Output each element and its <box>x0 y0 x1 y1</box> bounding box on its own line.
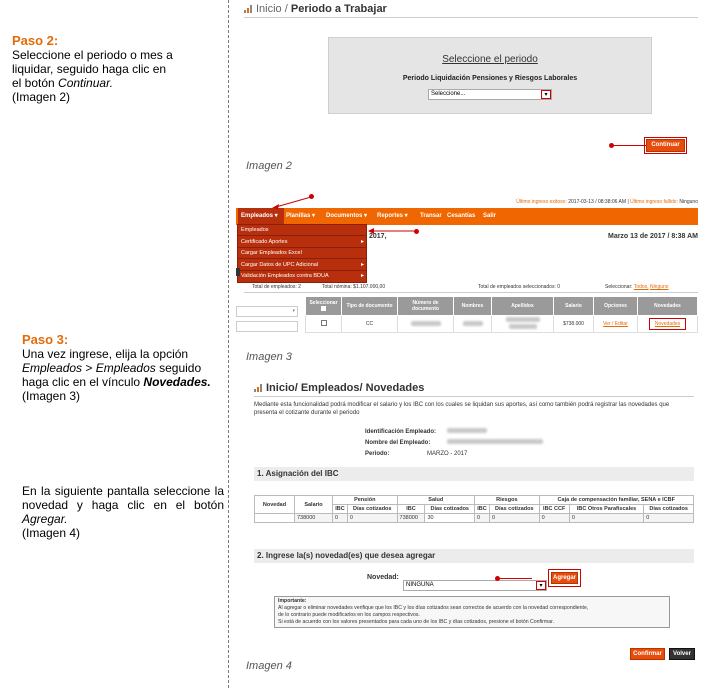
stat-total-nomina: Total nómina: $1.107.000,00 <box>322 284 386 290</box>
row-numero-blurred <box>398 316 454 333</box>
left-filter-input-2[interactable] <box>236 321 298 332</box>
th-salario-ibc: Salario <box>295 496 333 514</box>
cell-ibc-otros[interactable]: 0 <box>569 514 643 523</box>
select-none-link[interactable]: Ninguno <box>649 284 669 290</box>
period-select-value: Seleccione... <box>431 91 466 97</box>
row-checkbox-cell <box>306 316 342 333</box>
step-2-line3-prefix: el botón <box>12 76 59 90</box>
th-seleccionar-label: Seleccionar <box>309 299 338 306</box>
last-login-bar <box>480 199 698 205</box>
cell-novedad <box>255 514 295 523</box>
img4-arrow-dot <box>495 576 500 581</box>
step-2-line3 <box>12 76 212 90</box>
cell-riesgos-dias[interactable]: 0 <box>489 514 539 523</box>
period-box <box>328 37 652 114</box>
nav-reportes-label: Reportes <box>377 213 404 219</box>
login-separator: | <box>627 199 629 205</box>
chevron-right-icon: ▸ <box>360 239 364 245</box>
img4-breadcrumb-text: Inicio/ Empleados/ Novedades <box>266 382 425 394</box>
step-3-gt: > <box>82 361 96 375</box>
stat-total-empleados: Total de empleados: 2 <box>252 284 301 290</box>
th-caja: Caja de compensación familiar, SENA e ICBF <box>539 496 693 505</box>
step-3-novedades: Novedades. <box>143 375 211 389</box>
th-novedades: Novedades <box>638 297 698 316</box>
bars-icon <box>254 384 263 392</box>
step-4-ref: (Imagen 4) <box>22 526 81 540</box>
step-4-line2: novedad y haga clic en el botón <box>22 498 224 512</box>
step-3-line3-prefix: haga clic en el vínculo <box>22 375 144 389</box>
select-links <box>605 284 669 290</box>
novedad-label: Novedad: <box>367 574 399 581</box>
step-3-ref: (Imagen 3) <box>22 389 81 403</box>
info-id-label: Identificación Empleado: <box>365 429 437 435</box>
img2-breadcrumb-home[interactable]: Inicio / <box>256 3 288 15</box>
info-name-label: Nombre del Empleado: <box>365 440 431 446</box>
nav-salir[interactable]: Salir <box>483 213 497 219</box>
dropdown-item-cargar-excel[interactable]: Cargar Empleados Excel <box>238 248 366 259</box>
th-seleccionar <box>306 297 342 316</box>
img3-arrow-line <box>270 195 315 211</box>
nav-reportes[interactable]: Reportes ▾ <box>377 213 408 219</box>
important-line2: de lo contrario puede modificarlos en los campos respectivos. <box>278 612 420 618</box>
step-3-line3 <box>22 375 222 389</box>
img3-arrow-dot-mid <box>414 229 419 234</box>
th-pension-ibc: IBC <box>333 505 348 514</box>
continue-button[interactable]: Continuar <box>646 139 685 152</box>
table-row <box>255 514 694 523</box>
period-select[interactable] <box>428 89 552 100</box>
img2-arrow-line <box>612 145 646 146</box>
th-riesgos-ibc: IBC <box>475 505 490 514</box>
employee-info <box>365 427 615 460</box>
th-pension: Pensión <box>333 496 398 505</box>
step-2-line2: liquidar, seguido haga clic en <box>12 62 167 76</box>
img2-breadcrumb <box>244 3 387 15</box>
info-id-blurred <box>447 428 487 433</box>
info-period-label: Periodo: <box>365 451 390 457</box>
nav-planillas-label: Planillas <box>286 213 311 219</box>
info-period-value: MARZO - 2017 <box>427 451 468 457</box>
row-nombres-blurred <box>454 316 492 333</box>
step-3-empleados-b: Empleados <box>95 361 156 375</box>
select-all-link[interactable]: Todos, <box>633 284 649 290</box>
th-nombres: Nombres <box>454 297 492 316</box>
important-line3: Si está de acuerdo con los valores presentados para cada uno de los IBC y días cotizados, presione el botón Confirmar. <box>278 619 554 625</box>
chevron-down-icon[interactable]: ▾ <box>541 90 551 99</box>
step-3-line2 <box>22 361 222 375</box>
th-apellidos: Apellidos <box>492 297 554 316</box>
info-name-row <box>365 438 615 449</box>
cell-salud-dias[interactable]: 30 <box>425 514 475 523</box>
th-caja-dias: Días cotizados <box>644 505 694 514</box>
nav-documentos[interactable]: Documentos ▾ <box>326 213 368 219</box>
nav-transar[interactable]: Transar <box>420 213 442 219</box>
th-pension-dias: Días cotizados <box>347 505 397 514</box>
important-box <box>274 596 670 628</box>
ibc-group-header <box>255 496 694 505</box>
ibc-table <box>254 495 694 523</box>
th-salario: Salario <box>554 297 594 316</box>
employees-table <box>305 296 698 333</box>
row-novedades <box>638 316 698 333</box>
step-4-block <box>22 484 224 540</box>
stat-total-seleccionados: Total de empleados seleccionados: 0 <box>478 284 560 290</box>
table-row <box>306 316 698 333</box>
chevron-down-icon[interactable]: ▾ <box>536 581 546 590</box>
step-3-line1: Una vez ingrese, elija la opción <box>22 347 189 361</box>
row-checkbox[interactable] <box>321 320 327 326</box>
confirmar-button[interactable]: Confirmar <box>630 648 665 660</box>
dropdown-item-bdua[interactable]: Validación Empleados contra BDUA <box>241 273 329 279</box>
step-2-title: Paso 2: <box>12 33 59 48</box>
bars-icon <box>244 5 253 13</box>
th-tipo-doc: Tipo de documento <box>342 297 398 316</box>
dropdown-item-upc[interactable]: Cargar Datos de UPC Adicional <box>238 260 366 271</box>
checkbox-icon[interactable] <box>321 306 326 311</box>
th-salud-dias: Días cotizados <box>425 505 475 514</box>
nav-empleados-label: Empleados <box>241 213 274 219</box>
left-partial-box <box>236 268 240 276</box>
row-apellidos-blurred <box>492 316 554 333</box>
step-4-line3 <box>22 512 224 526</box>
dropdown-item-empleados[interactable]: Empleados <box>238 225 366 236</box>
empleados-dropdown <box>237 224 367 283</box>
row-opciones <box>594 316 638 333</box>
left-filter-input[interactable]: ▾ <box>236 306 298 317</box>
img2-rule <box>244 17 698 18</box>
last-success-value: 2017-03-13 / 08:38:06 AM <box>568 199 627 205</box>
nav-planillas[interactable]: Planillas ▾ <box>286 213 316 219</box>
novedad-select[interactable] <box>403 580 547 591</box>
current-date: Marzo 13 de 2017 / 8:38 AM <box>607 233 698 240</box>
step-2-ref: (Imagen 2) <box>12 90 71 104</box>
step-2-block <box>12 33 212 104</box>
img2-breadcrumb-page: Periodo a Trabajar <box>290 3 387 15</box>
agregar-button[interactable]: Agregar <box>551 572 578 584</box>
th-ibc-otros: IBC Otros Parafiscales <box>569 505 643 514</box>
row-tipo: CC <box>342 316 398 333</box>
img4-breadcrumb <box>254 382 424 394</box>
cell-caja-dias[interactable]: 0 <box>644 514 694 523</box>
th-opciones: Opciones <box>594 297 638 316</box>
th-salud-ibc: IBC <box>397 505 425 514</box>
th-ibc-ccf: IBC CCF <box>539 505 569 514</box>
novedad-select-value: NINGUNA <box>406 582 434 588</box>
step-3-block <box>22 332 222 403</box>
img4-rule <box>254 396 694 397</box>
th-riesgos: Riesgos <box>475 496 540 505</box>
year-fragment: 2017, <box>369 233 387 240</box>
th-numero-doc: Número de documento <box>398 297 454 316</box>
caption-imagen-2: Imagen 2 <box>246 160 292 172</box>
info-name-blurred <box>447 439 543 444</box>
last-success-label: Último ingreso exitoso: <box>516 199 567 205</box>
cell-ibc-ccf[interactable]: 0 <box>539 514 569 523</box>
info-period-row <box>365 449 615 460</box>
period-box-subtitle: Periodo Liquidación Pensiones y Riesgos Laborales <box>402 75 578 82</box>
nav-empleados[interactable]: Empleados ▾ <box>238 208 284 225</box>
column-divider <box>228 0 229 688</box>
step-4-agregar: Agregar. <box>22 512 68 526</box>
chevron-right-icon: ▸ <box>360 262 364 268</box>
row-salario: $738.000 <box>554 316 594 333</box>
important-title: Importante: <box>278 598 307 604</box>
img4-arrow-line <box>498 578 532 579</box>
step-3-empleados-a: Empleados <box>22 361 83 375</box>
last-failed-label: Último ingreso fallido: <box>630 199 678 205</box>
caption-imagen-4: Imagen 4 <box>246 660 292 672</box>
img4-intro: Mediante esta funcionalidad podrá modificar el salario y los IBC con los cuales se liquidan sus aportes, así como también podrá registrar las novedades que presenta el cotizante durante el periodo <box>254 402 670 416</box>
th-salud: Salud <box>397 496 475 505</box>
select-label: Seleccionar: <box>605 284 633 290</box>
step-2-line1: Seleccione el periodo o mes a <box>12 48 173 62</box>
employees-table-header <box>306 297 698 316</box>
step-3-seguido: seguido <box>155 361 202 375</box>
volver-button[interactable]: Volver <box>669 648 695 660</box>
cell-salud-ibc[interactable]: 738000 <box>397 514 425 523</box>
info-id-row <box>365 427 615 438</box>
nav-cesantias[interactable]: Cesantías <box>447 213 476 219</box>
ver-editar-link[interactable]: Ver / Editar <box>603 321 628 327</box>
cell-pension-ibc[interactable]: 0 <box>333 514 348 523</box>
important-line1: Al agregar o eliminar novedades verifique que los IBC y los días cotizados sean correctos de acuerdo con la novedad correspondiente, <box>278 605 589 611</box>
cell-salario[interactable]: 738000 <box>295 514 333 523</box>
img2-arrow-dot <box>609 143 614 148</box>
dropdown-item-certificado[interactable]: Certificado Aportes <box>238 237 366 248</box>
img3-stats-rule <box>244 292 698 293</box>
cell-riesgos-ibc[interactable]: 0 <box>475 514 490 523</box>
section-novedad-header: 2. Ingrese la(s) novedad(es) que desea agregar <box>254 549 694 563</box>
th-riesgos-dias: Días cotizados <box>489 505 539 514</box>
period-box-title: Seleccione el periodo <box>442 54 538 65</box>
caption-imagen-3: Imagen 3 <box>246 351 292 363</box>
section-ibc-header: 1. Asignación del IBC <box>254 467 694 481</box>
nav-documentos-label: Documentos <box>326 213 363 219</box>
step-3-title: Paso 3: <box>22 332 69 347</box>
th-novedad: Novedad <box>255 496 295 514</box>
last-failed-value: Ninguno <box>679 199 698 205</box>
cell-pension-dias[interactable]: 0 <box>347 514 397 523</box>
step-4-line1: En la siguiente pantalla seleccione la <box>22 484 224 498</box>
chevron-right-icon: ▸ <box>360 273 364 279</box>
step-2-continuar: Continuar. <box>58 76 113 90</box>
novedades-link[interactable]: Novedades <box>652 321 683 327</box>
